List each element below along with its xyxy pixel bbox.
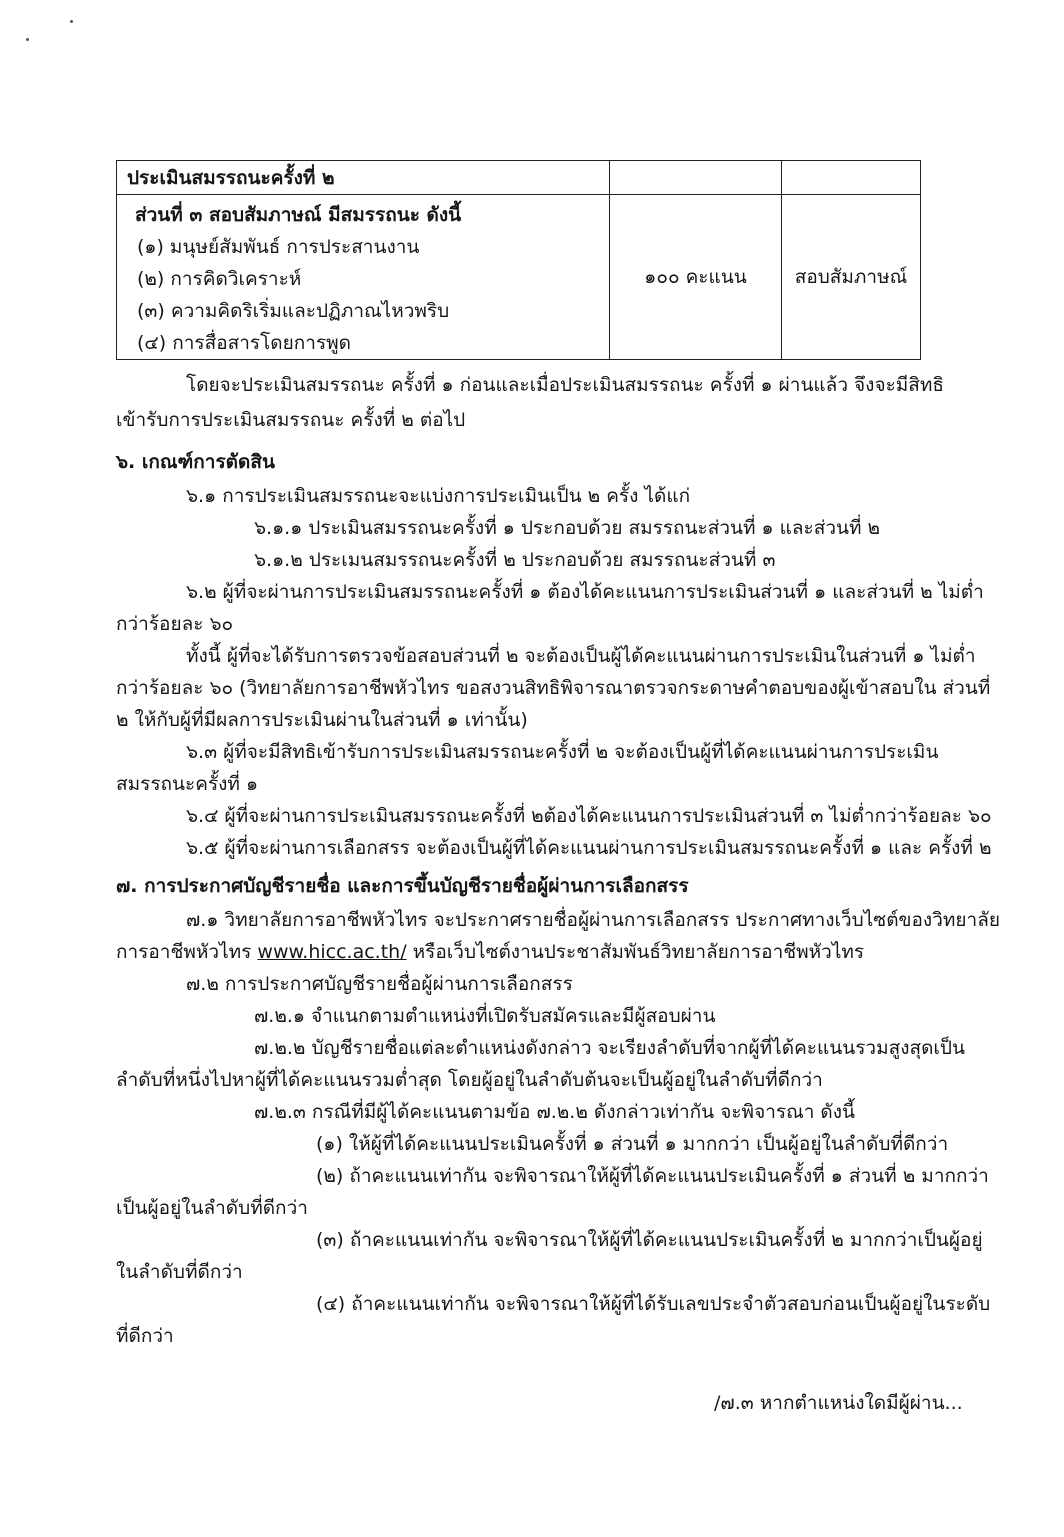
competency-item: (๔) การสื่อสารโดยการพูด: [137, 332, 352, 354]
competency-item: (๓) ความคิดริเริ่มและปฏิภาณไหวพริบ: [137, 300, 450, 322]
text-span: การอาชีพหัวไทร: [116, 941, 252, 963]
paragraph-line: ๗.๒.๑ จำแนกตามตำแหน่งที่เปิดรับสมัครและมีผู้สอบผ่าน: [254, 1005, 716, 1027]
paragraph-line: (๓) ถ้าคะแนนเท่ากัน จะพิจารณาให้ผู้ที่ได้คะแนนประเมินครั้งที่ ๒ มากกว่าเป็นผู้อยู่: [316, 1229, 983, 1251]
paragraph-line: ๖.๑.๑ ประเมินสมรรถนะครั้งที่ ๑ ประกอบด้วย สมรรถนะส่วนที่ ๑ และส่วนที่ ๒: [254, 517, 881, 539]
paragraph-line: ๗.๒.๓ กรณีที่มีผู้ได้คะแนนตามข้อ ๗.๒.๒ ดังกล่าวเท่ากัน จะพิจารณา ดังนี้: [254, 1101, 856, 1123]
paragraph-line: ๗.๒.๒ บัญชีรายชื่อแต่ละตำแหน่งดังกล่าว จะเรียงลำดับที่จากผู้ที่ได้คะแนนรวมสูงสุดเป็น: [254, 1037, 965, 1059]
paragraph-line: กว่าร้อยละ ๖๐ (วิทยาลัยการอาชีพหัวไทร ขอสงวนสิทธิพิจารณาตรวจกระดาษคำตอบของผู้เข้าสอบใน ส่วนที่: [116, 677, 991, 699]
paragraph-line: เป็นผู้อยู่ในลำดับที่ดีกว่า: [116, 1197, 308, 1219]
part-title: ส่วนที่ ๓ สอบสัมภาษณ์ มีสมรรถนะ ดังนี้: [135, 204, 462, 226]
paragraph-line: ในลำดับที่ดีกว่า: [116, 1261, 243, 1283]
paragraph-line: [116, 939, 864, 965]
table-empty-cell: [782, 161, 921, 195]
paragraph-line: ๗.๑ วิทยาลัยการอาชีพหัวไทร จะประกาศรายชื่อผู้ผ่านการเลือกสรร ประกาศทางเว็บไซต์ของวิทยาลัย: [186, 909, 1000, 931]
section-heading-7: ๗. การประกาศบัญชีรายชื่อ และการขึ้นบัญชีรายชื่อผู้ผ่านการเลือกสรร: [116, 875, 689, 897]
paragraph-line: ลำดับที่หนึ่งไปหาผู้ที่ได้คะแนนรวมต่ำสุด โดยผู้อยู่ในลำดับต้นจะเป็นผู้อยู่ในลำดับที่ดีกว่า: [116, 1069, 823, 1091]
paragraph-line: ๖.๑.๒ ประเมนสมรรถนะครั้งที่ ๒ ประกอบด้วย สมรรถนะส่วนที่ ๓: [254, 549, 776, 571]
competency-item: (๒) การคิดวิเคราะห์: [137, 268, 302, 290]
page-footer: /๗.๓ หากตำแหน่งใดมีผู้ผ่าน...: [714, 1392, 963, 1414]
section-heading-6: ๖. เกณฑ์การตัดสิน: [116, 451, 275, 473]
website-link[interactable]: www.hicc.ac.th/: [257, 941, 407, 963]
scan-speck: [26, 38, 29, 41]
table-header: ประเมินสมรรถนะครั้งที่ ๒: [127, 167, 335, 189]
paragraph-line: กว่าร้อยละ ๖๐: [116, 613, 234, 635]
paragraph-line: ทั้งนี้ ผู้ที่จะได้รับการตรวจข้อสอบส่วนที่ ๒ จะต้องเป็นผู้ได้คะแนนผ่านการประเมินในส่วนที่ ๑ ไม่ต่ำ: [186, 645, 976, 667]
method-cell: สอบสัมภาษณ์: [782, 195, 921, 360]
paragraph-line: ที่ดีกว่า: [116, 1325, 174, 1347]
competency-table: [116, 160, 921, 360]
competency-item: (๑) มนุษย์สัมพันธ์ การประสานงาน: [137, 236, 420, 258]
score-cell: ๑๐๐ คะแนน: [610, 195, 782, 360]
table-empty-cell: [610, 161, 782, 195]
paragraph-line: โดยจะประเมินสมรรถนะ ครั้งที่ ๑ ก่อนและเมื่อประเมินสมรรถนะ ครั้งที่ ๑ ผ่านแล้ว จึงจะมีสิทธิ: [186, 374, 945, 396]
paragraph-line: (๑) ให้ผู้ที่ได้คะแนนประเมินครั้งที่ ๑ ส่วนที่ ๑ มากกว่า เป็นผู้อยู่ในลำดับที่ดีกว่า: [316, 1133, 949, 1155]
paragraph-line: (๒) ถ้าคะแนนเท่ากัน จะพิจารณาให้ผู้ที่ได้คะแนนประเมินครั้งที่ ๑ ส่วนที่ ๒ มากกว่า: [316, 1165, 989, 1187]
table-content-cell: [117, 195, 610, 360]
paragraph-line: (๔) ถ้าคะแนนเท่ากัน จะพิจารณาให้ผู้ที่ได้รับเลขประจำตัวสอบก่อนเป็นผู้อยู่ในระดับ: [316, 1293, 991, 1315]
table-header-cell: [117, 161, 610, 195]
text-span: หรือเว็บไซต์งานประชาสัมพันธ์วิทยาลัยการอาชีพหัวไทร: [406, 941, 865, 963]
paragraph-line: ๖.๑ การประเมินสมรรถนะจะแบ่งการประเมินเป็น ๒ ครั้ง ได้แก่: [186, 485, 691, 507]
paragraph-line: ๖.๓ ผู้ที่จะมีสิทธิเข้ารับการประเมินสมรรถนะครั้งที่ ๒ จะต้องเป็นผู้ที่ได้คะแนนผ่านการประเมิน: [186, 741, 939, 763]
paragraph-line: สมรรถนะครั้งที่ ๑: [116, 773, 259, 795]
scan-speck: [70, 20, 73, 23]
paragraph-line: เข้ารับการประเมินสมรรถนะ ครั้งที่ ๒ ต่อไป: [116, 409, 466, 431]
paragraph-line: ๖.๔ ผู้ที่จะผ่านการประเมินสมรรถนะครั้งที่ ๒ต้องได้คะแนนการประเมินส่วนที่ ๓ ไม่ต่ำกว่าร้อยละ ๖๐: [186, 805, 992, 827]
paragraph-line: ๖.๕ ผู้ที่จะผ่านการเลือกสรร จะต้องเป็นผู้ที่ได้คะแนนผ่านการประเมินสมรรถนะครั้งที่ ๑ และ ครั้งที่ ๒: [186, 837, 992, 859]
paragraph-line: ๗.๒ การประกาศบัญชีรายชื่อผู้ผ่านการเลือกสรร: [186, 973, 573, 995]
paragraph-line: ๖.๒ ผู้ที่จะผ่านการประเมินสมรรถนะครั้งที่ ๑ ต้องได้คะแนนการประเมินส่วนที่ ๑ และส่วนที่ ๒ ไม่ต่ำ: [186, 581, 984, 603]
paragraph-line: ๒ ให้กับผู้ที่มีผลการประเมินผ่านในส่วนที่ ๑ เท่านั้น): [116, 709, 528, 731]
